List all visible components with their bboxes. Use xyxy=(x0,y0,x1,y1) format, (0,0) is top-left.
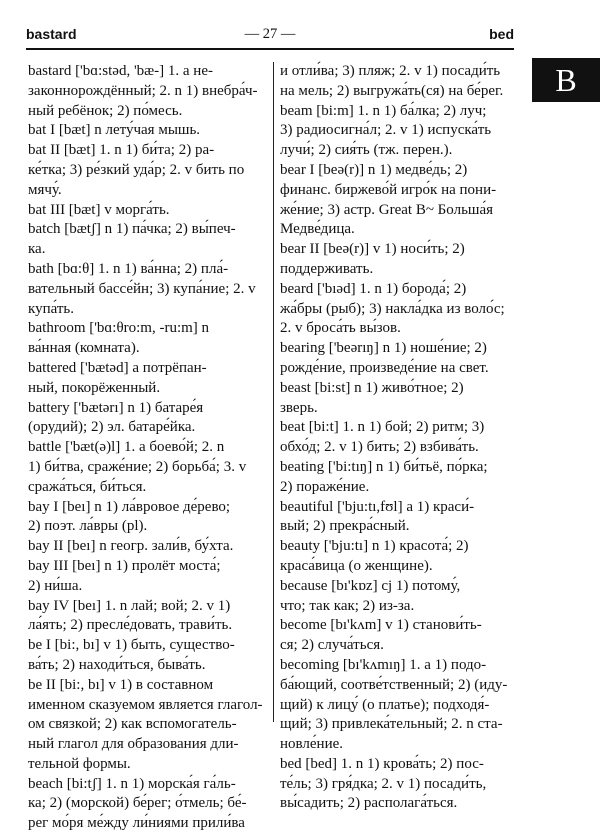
entry-line: bay II [beı] n геогр. зали́в, бу́хта. xyxy=(28,538,234,555)
entry-line: рожде́ние, произведе́ние на свет. xyxy=(280,359,489,376)
page-header xyxy=(26,26,514,46)
dictionary-entry xyxy=(28,260,268,319)
entry-line: рег мо́ря ме́жду ли́ниями прили́ва xyxy=(28,815,245,832)
entry-line: bathroom ['bɑ:θro:m, -ru:m] n xyxy=(28,320,210,337)
entry-line: ва́ть; 2) находи́ться, быва́ть. xyxy=(28,656,206,673)
dictionary-entry xyxy=(280,755,517,814)
entry-line: 2) ни́ша. xyxy=(28,577,83,594)
entry-line: bastard ['bɑ:stəd, 'bæ-] 1. a не- xyxy=(28,63,213,79)
entry-line: ный, покорёженный. xyxy=(28,379,161,396)
entry-line: ке́тка; 3) ре́зкий уда́р; 2. v бить по xyxy=(28,161,245,178)
dictionary-entry xyxy=(28,141,268,200)
dictionary-entry xyxy=(280,656,517,755)
entry-line: bear II [beə(r)] v 1) носи́ть; 2) xyxy=(280,241,465,258)
entry-line: купа́ть. xyxy=(28,300,75,317)
entry-line: ла́ять; 2) пресле́довать, трави́ть. xyxy=(28,617,233,634)
entry-line: вательный бассе́йн; 3) купа́ние; 2. v xyxy=(28,280,256,297)
entry-line: beam [bi:m] 1. n 1) ба́лка; 2) луч; xyxy=(280,102,487,119)
dictionary-entry xyxy=(28,201,268,221)
dictionary-entry xyxy=(28,775,268,834)
right-guide-word: bed xyxy=(489,26,514,42)
entry-line: краса́вица (о женщине). xyxy=(280,557,433,574)
entry-line: те́ль; 3) гря́дка; 2. v 1) посади́ть, xyxy=(280,775,487,792)
entry-line: bat I [bæt] n лету́чая мышь. xyxy=(28,122,201,139)
left-guide-word: bastard xyxy=(26,26,77,42)
dictionary-entry xyxy=(28,359,268,399)
entry-line: beauty ['bju:tı] n 1) красота́; 2) xyxy=(280,538,469,555)
entry-line: 3) радиосигна́л; 2. v 1) испуска́ть xyxy=(280,122,492,139)
entry-line: поддерживать. xyxy=(280,260,374,277)
dictionary-entry xyxy=(28,557,268,597)
entry-line: 2) поэт. ла́вры (pl). xyxy=(28,518,148,535)
entry-line: ва́нная (комната). xyxy=(28,340,140,357)
entry-line: because [bı'kɒz] cj 1) потому́, xyxy=(280,577,461,594)
entry-line: battery ['bætərı] n 1) батаре́я xyxy=(28,399,204,416)
entry-line: законнорождённый; 2. n 1) внебра́ч- xyxy=(28,82,258,99)
entry-line: на мель; 2) выгружа́ть(ся) на бе́рег. xyxy=(280,82,504,99)
entry-line: batch [bætʃ] n 1) па́чка; 2) вы́печ- xyxy=(28,221,236,238)
header-rule xyxy=(26,48,514,50)
entry-line: ка. xyxy=(28,241,46,258)
entry-line: лучи́; 2) сия́ть (тж. перен.). xyxy=(280,142,453,159)
left-column xyxy=(28,62,268,834)
entry-line: ка; 2) (морской) бе́рег; о́тмель; бе́- xyxy=(28,795,247,812)
entry-line: bat III [bæt] v морга́ть. xyxy=(28,201,170,218)
entry-line: ный глагол для образования дли- xyxy=(28,736,239,753)
dictionary-entry xyxy=(280,418,517,458)
dictionary-entry xyxy=(280,161,517,240)
column-divider xyxy=(273,62,274,722)
dictionary-entry xyxy=(280,577,517,617)
page-number: — 27 — xyxy=(244,26,296,42)
dictionary-entry xyxy=(28,537,268,557)
entry-line: ба́ющий, соотве́тственный; 2) (иду- xyxy=(280,676,508,693)
entry-line: ом связкой; 2) как вспомогатель- xyxy=(28,716,237,733)
entry-line: тельной формы. xyxy=(28,755,131,772)
dictionary-entry xyxy=(280,616,517,656)
dictionary-entry xyxy=(28,399,268,439)
entry-line: become [bı'kʌm] v 1) станови́ть- xyxy=(280,617,482,634)
entry-line: щий) к лицу́ (о платье); подходя́- xyxy=(280,696,490,713)
dictionary-entry xyxy=(280,458,517,498)
entry-line: же́ние; 3) астр. Great B~ Больша́я xyxy=(280,201,494,218)
entry-line: bearing ['beərıŋ] n 1) ноше́ние; 2) xyxy=(280,340,487,357)
entry-line: 2) пораже́ние. xyxy=(280,478,370,495)
entry-line: beating ['bi:tıŋ] n 1) би́тьё, по́рка; xyxy=(280,458,488,475)
entry-line: жа́бры (рыб); 3) накла́дка из воло́с; xyxy=(280,300,505,317)
right-column xyxy=(280,62,517,814)
dictionary-entry xyxy=(28,438,268,497)
entry-line: 1) би́тва, сраже́ние; 2) борьба́; 3. v xyxy=(28,458,247,475)
entry-line: вы́садить; 2) располага́ться. xyxy=(280,795,458,812)
dictionary-entry xyxy=(28,676,268,775)
entry-line: bay IV [beı] 1. n лай; вой; 2. v 1) xyxy=(28,597,231,614)
entry-line: bear I [beə(r)] n 1) медве́дь; 2) xyxy=(280,161,468,178)
entry-line: вый; 2) прекра́сный. xyxy=(280,518,410,535)
dictionary-entry xyxy=(280,62,517,102)
entry-line: be I [bi:, bı] v 1) быть, существо- xyxy=(28,637,235,654)
entry-line: bay I [beı] n 1) ла́вровое де́рево; xyxy=(28,498,231,515)
entry-line: beat [bi:t] 1. n 1) бой; 2) ритм; 3) xyxy=(280,419,485,436)
entry-line: ный ребёнок; 2) по́месь. xyxy=(28,102,183,119)
dictionary-entry xyxy=(280,280,517,339)
entry-line: Медве́дица. xyxy=(280,221,355,238)
entry-line: (орудий); 2) эл. батаре́йка. xyxy=(28,419,196,436)
entry-line: beach [bi:tʃ] 1. n 1) морска́я га́ль- xyxy=(28,775,236,792)
entry-line: be II [bi:, bı] v 1) в составном xyxy=(28,676,214,693)
entry-line: beard ['bıəd] 1. n 1) борода́; 2) xyxy=(280,280,467,297)
dictionary-entry xyxy=(28,498,268,538)
entry-line: мячу́. xyxy=(28,181,62,198)
entry-line: ся; 2) случа́ться. xyxy=(280,637,384,654)
entry-line: зверь. xyxy=(280,399,318,416)
dictionary-entry xyxy=(280,339,517,379)
entry-line: bay III [beı] n 1) пролёт моста́; xyxy=(28,557,221,574)
entry-line: и отли́ва; 3) пляж; 2. v 1) посади́ть xyxy=(280,63,501,79)
entry-line: новле́ние. xyxy=(280,736,344,753)
dictionary-entry xyxy=(28,636,268,676)
dictionary-entry xyxy=(280,537,517,577)
dictionary-entry xyxy=(280,379,517,419)
entry-line: что; так как; 2) из-за. xyxy=(280,597,415,614)
entry-line: финанс. биржево́й игро́к на пони- xyxy=(280,181,497,198)
entry-line: battered ['bætəd] a потрёпан- xyxy=(28,359,207,376)
entry-line: beautiful ['bju:tı,fʊl] a 1) краси́- xyxy=(280,498,475,515)
dictionary-entry xyxy=(28,319,268,359)
dictionary-entry xyxy=(28,220,268,260)
entry-line: bat II [bæt] 1. n 1) би́та; 2) ра- xyxy=(28,142,215,159)
dictionary-entry xyxy=(280,102,517,161)
dictionary-entry xyxy=(280,498,517,538)
entry-line: becoming [bı'kʌmıŋ] 1. a 1) подо- xyxy=(280,656,487,673)
dictionary-entry xyxy=(28,62,268,121)
dictionary-entry xyxy=(280,240,517,280)
dictionary-entry xyxy=(28,597,268,637)
section-letter-tab: B xyxy=(532,58,600,102)
entry-line: bath [bɑ:θ] 1. n 1) ва́нна; 2) пла́- xyxy=(28,260,229,277)
entry-line: щий; 3) привлека́тельный; 2. n ста- xyxy=(280,716,503,733)
entry-line: battle ['bæt(ə)l] 1. a боево́й; 2. n xyxy=(28,439,225,456)
entry-line: сража́ться, би́ться. xyxy=(28,478,147,495)
entry-line: beast [bi:st] n 1) живо́тное; 2) xyxy=(280,379,464,396)
dictionary-entry xyxy=(28,121,268,141)
entry-line: именном сказуемом является глагол- xyxy=(28,696,263,713)
entry-line: обхо́д; 2. v 1) бить; 2) взбива́ть. xyxy=(280,439,479,456)
entry-line: 2. v броса́ть вы́зов. xyxy=(280,320,401,337)
entry-line: bed [bed] 1. n 1) крова́ть; 2) пос- xyxy=(280,755,484,772)
